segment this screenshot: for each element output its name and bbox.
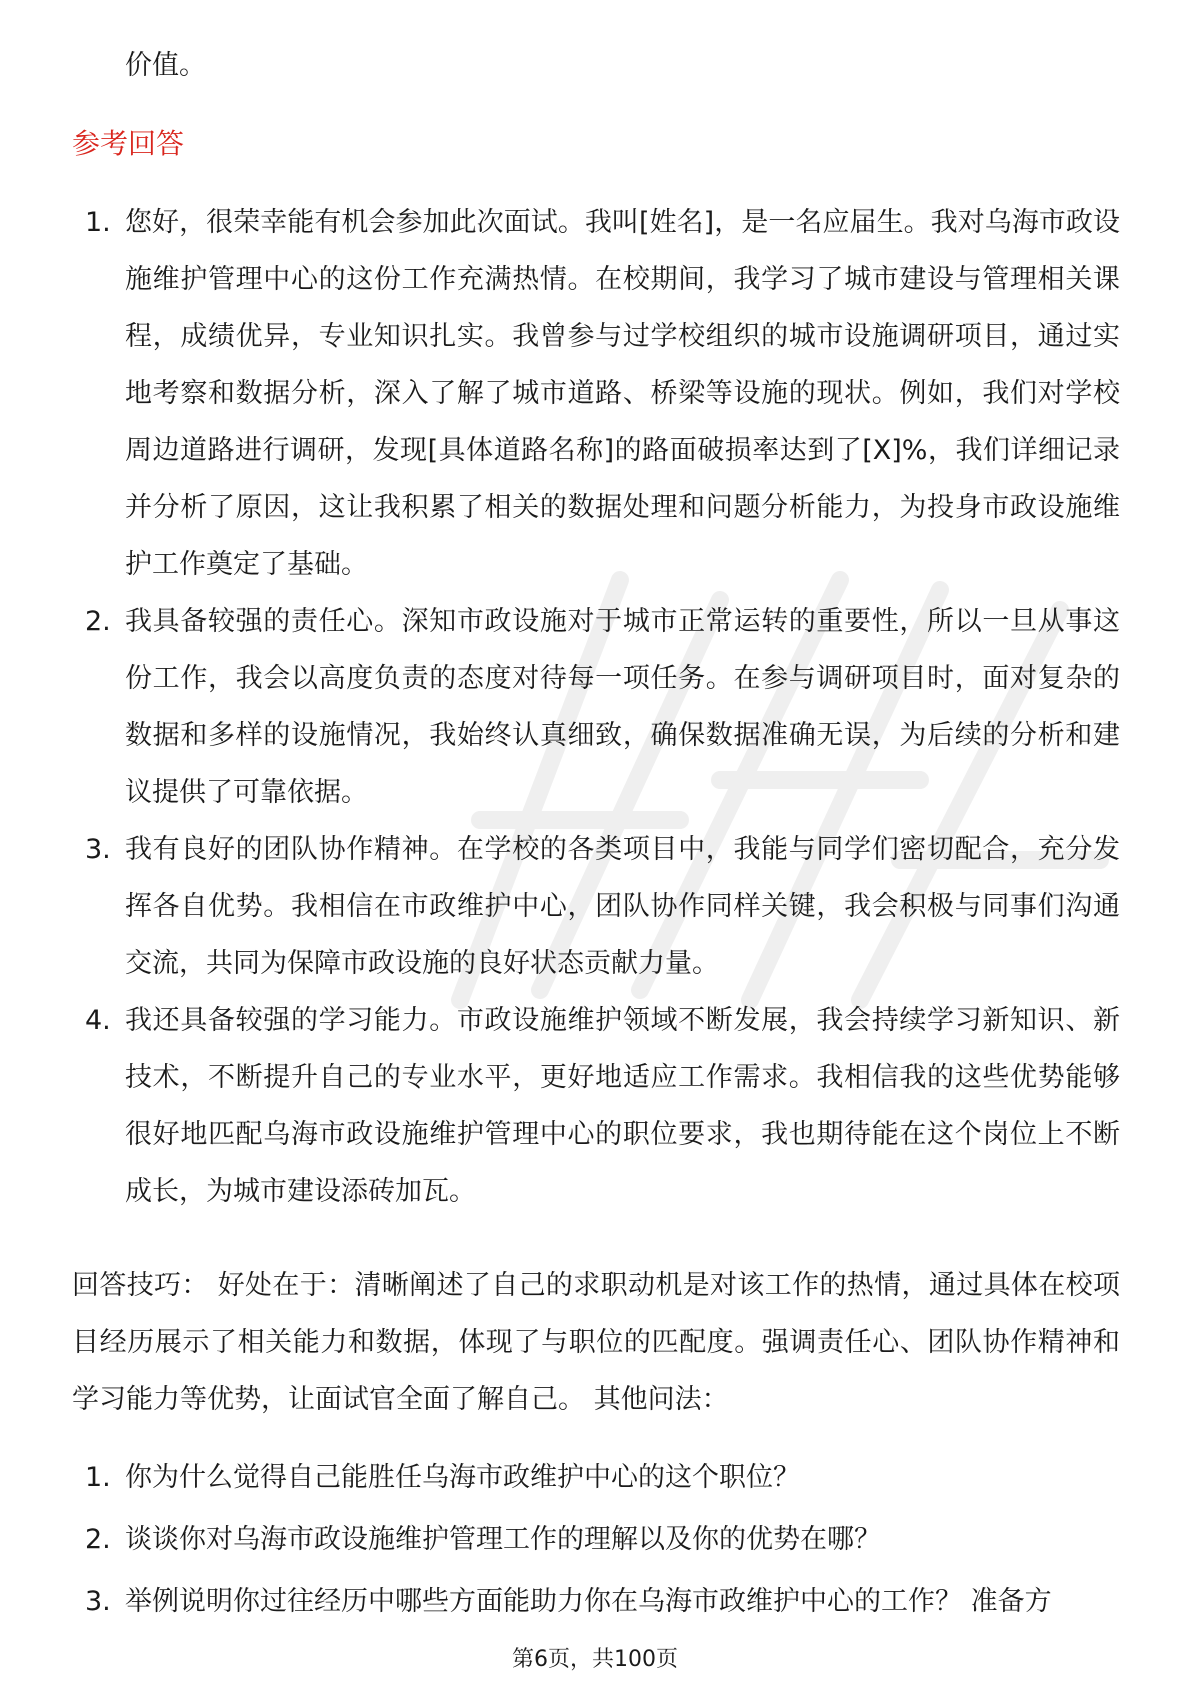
alternative-question-item (0, 1449, 1120, 1506)
question-number: 2. (85, 1524, 111, 1555)
question-text: 谈谈你对乌海市政设施维护管理工作的理解以及你的优势在哪？ (125, 1524, 881, 1555)
answer-item (0, 821, 1120, 992)
answer-item (0, 194, 1120, 593)
answer-tips-paragraph: 回答技巧： 好处在于：清晰阐述了自己的求职动机是对该工作的热情，通过具体在校项目经历展示了相关能力和数据，体现了与职位的匹配度。强调责任心、团队协作精神和学习能力等优势，让面试官全面了解自己。 其他问法： (72, 1270, 1120, 1415)
answer-number: 4. (85, 1005, 111, 1036)
answer-text: 您好，很荣幸能有机会参加此次面试。我叫[姓名]，是一名应届生。我对乌海市政设施维护管理中心的这份工作充满热情。在校期间，我学习了城市建设与管理相关课程，成绩优异，专业知识扎实。我曾参与过学校组织的城市设施调研项目，通过实地考察和数据分析，深入了解了城市道路、桥梁等设施的现状。例如，我们对学校周边道路进行调研，发现[具体道路名称]的路面破损率达到了[X]%，我们详细记录并分析了原因，这让我积累了相关的数据处理和问题分析能力，为投身市政设施维护工作奠定了基础。 (125, 207, 1120, 580)
alternative-question-item (0, 1511, 1120, 1568)
section-title-reference-answer: 参考回答 (72, 127, 185, 160)
answer-list (0, 194, 1120, 1220)
question-number: 1. (85, 1462, 111, 1493)
alternative-question-list (0, 1449, 1120, 1635)
continuation-text: 价值。 (125, 50, 206, 81)
question-number: 3. (85, 1586, 111, 1617)
answer-text: 我有良好的团队协作精神。在学校的各类项目中，我能与同学们密切配合，充分发挥各自优势。我相信在市政维护中心，团队协作同样关键，我会积极与同事们沟通交流，共同为保障市政设施的良好状态贡献力量。 (125, 834, 1120, 979)
answer-number: 2. (85, 606, 111, 637)
answer-text: 我具备较强的责任心。深知市政设施对于城市正常运转的重要性，所以一旦从事这份工作，我会以高度负责的态度对待每一项任务。在参与调研项目时，面对复杂的数据和多样的设施情况，我始终认真细致，确保数据准确无误，为后续的分析和建议提供了可靠依据。 (125, 606, 1120, 808)
alternative-question-item (0, 1573, 1120, 1630)
answer-number: 3. (85, 834, 111, 865)
question-text: 你为什么觉得自己能胜任乌海市政维护中心的这个职位？ (125, 1462, 800, 1493)
question-text: 举例说明你过往经历中哪些方面能助力你在乌海市政维护中心的工作？ 准备方 (125, 1586, 1052, 1617)
answer-item (0, 992, 1120, 1220)
answer-number: 1. (85, 207, 111, 238)
answer-text: 我还具备较强的学习能力。市政设施维护领域不断发展，我会持续学习新知识、新技术，不断提升自己的专业水平，更好地适应工作需求。我相信我的这些优势能够很好地匹配乌海市政设施维护管理中心的职位要求，我也期待能在这个岗位上不断成长，为城市建设添砖加瓦。 (125, 1005, 1120, 1207)
page-footer: 第6页，共100页 (512, 1647, 678, 1672)
answer-item (0, 593, 1120, 821)
